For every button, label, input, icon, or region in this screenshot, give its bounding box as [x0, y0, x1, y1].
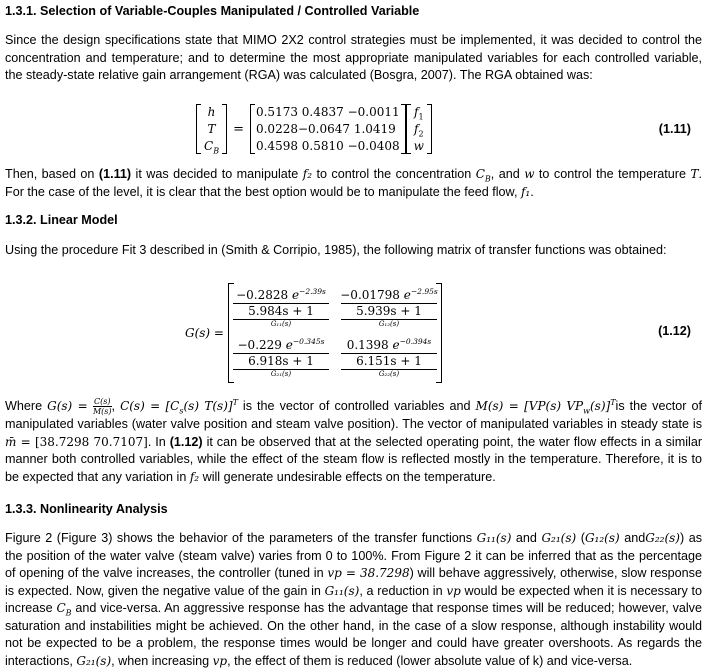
rga-matrix [250, 104, 406, 154]
controlled-vector: h T $C_B$ [196, 104, 227, 154]
tf-cell-g11: −0.2828 $e^{-2.39s}$ 5.984s + 1 G₁₁(s) [233, 288, 329, 329]
manipulated-vector: $f_1$ $f_2$ w [406, 104, 432, 154]
paragraph-rga-decision: Then, based on (1.11) it was decided to manipulate f₂ to control the concentration $C_B$, and w to control the temperature T. For the case of the level, it is clear that the best option would be to manipulate the feed flow, f₁. [5, 167, 702, 199]
transfer-matrix [228, 283, 442, 383]
rga-row-1: 0.5173 0.4837 −0.0011 [255, 105, 400, 120]
section-title-1-3-1: 1.3.1. Selection of Variable-Couples Manipulated / Controlled Variable [5, 4, 420, 18]
paragraph-nonlinearity: Figure 2 (Figure 3) shows the behavior of the parameters of the transfer functions G₁₁(s) and G₂₁(s) (G₁₂(s) andG₂₂(s)) as the position of the water valve (steam valve) varies from 0 to 100%. From Figure 2 it can be inferred that as the percentage of opening of the valve increases, the controller (tuned in vp = 38.7298) will behave aggressively, otherwise, slow response is expected. Now, given the negative value of the gain in G₁₁(s), a reduction in vp would be expected when it is necessary to increase $C_B$ and vice-versa. An aggressive response has the advantage that response times will be reduced; however, valve saturation and instabilities might be achieved. On the other hand, in the case of a slow response, although instability would not be expected to be a problem, the response times would be longer and could have greater overshoots. As regards the interactions, G₂₁(s), when increasing vp, the effect of them is reduced (lower absolute value of k) and vice-versa. [5, 531, 703, 668]
equation-rga: h T $C_B$ = 0.5173 0.4837 −0.0011 0.0228−0.0647 1.0419 0.4598 0.5810 −0.0408 $f_1$ $f_2$ w [196, 104, 432, 154]
tf-cell-g21: −0.229 $e^{-0.345s}$ 6.918s + 1 G₂₁(s) [233, 338, 329, 379]
rga-row-2: 0.0228−0.0647 1.0419 [255, 121, 396, 136]
tf-cell-g22: 0.1398 $e^{-0.394s}$ 6.151s + 1 G₂₂(s) [341, 338, 437, 379]
section-title-1-3-2: 1.3.2. Linear Model [5, 213, 118, 227]
equation-transfer-matrix: G(s) = −0.2828 $e^{-2.39s}$ 5.984s + 1 G₁₁(s) −0.01798 $e^{-2.95s}$ 5.939s + 1 G₁₂(s) −0.229 $e^{-0.345s}$ 6.918s + 1 G₂₁(s) 0.1398 $e^{-0.394s}$ 6.151s + 1 G₂₂(s) [185, 283, 442, 383]
equation-number-1-12: (1.12) [658, 324, 691, 338]
rga-row-3: 0.4598 0.5810 −0.0408 [255, 138, 400, 153]
tf-cell-g12: −0.01798 $e^{-2.95s}$ 5.939s + 1 G₁₂(s) [340, 286, 438, 328]
paragraph-rga-intro: Since the design specifications state that MIMO 2X2 control strategies must be implemented, it was decided to control the concentration and temperature; and to determine the most appropriate manipulated variables for each controlled variable, the steady-state relative gain arrangement (RGA) was calculated (Bosgra, 2007). The RGA obtained was: [5, 33, 702, 82]
paragraph-linear-model: Using the procedure Fit 3 described in (Smith & Corripio, 1985), the following matrix of transfer functions was obtained: [5, 243, 667, 257]
paragraph-variable-definitions: Where G(s) = $\frac{C(s)}{M(s)}$ , $C(s) = [C_s(s)$ T(s)]$^T$ is the vector of controlled variables and M(s) = [VP(s) $VP_w(s)]^Tis$ the vector of manipulated variables (water valve position and steam valve position). The vector of manipulated variables in steady state is m̄ = [38.7298 70.7107]. In (1.12) it can be observed that at the selected operating point, the water flow effects in a similar manner both controlled variables, while the effect of the steam flow is reflected mostly in the temperature. Therefore, it is to be expected that any variation in f₂ will generate undesirable effects on the temperature. [5, 397, 703, 484]
equation-number-1-11: (1.11) [658, 122, 691, 136]
section-title-1-3-3: 1.3.3. Nonlinearity Analysis [5, 502, 168, 516]
